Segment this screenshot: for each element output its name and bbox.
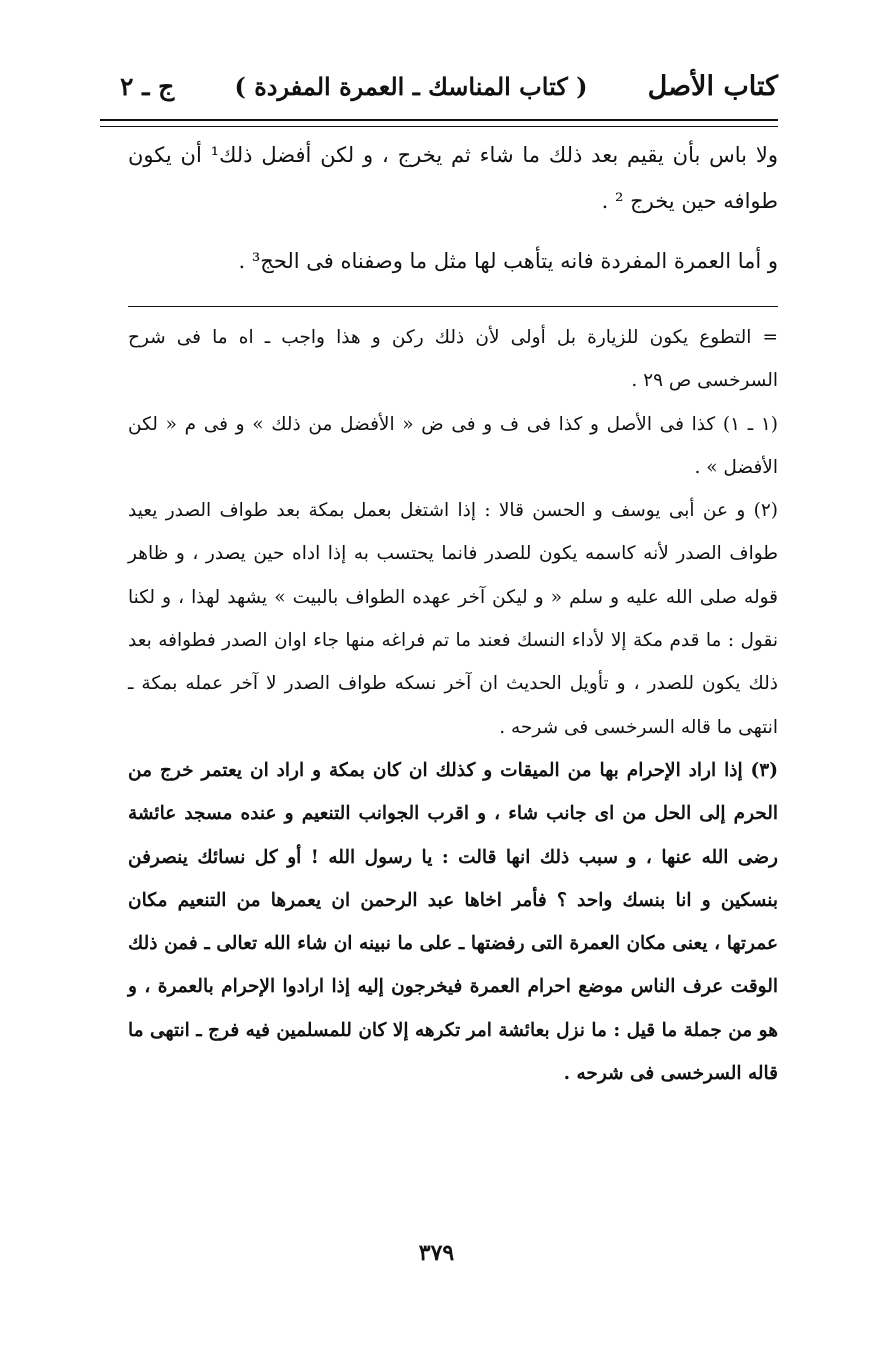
page-number: ٣٧٩ bbox=[418, 1240, 455, 1266]
main-paragraph-2: و أما العمرة المفردة فانه يتأهب لها مثل ما وصفناه فى الحج³ . bbox=[238, 249, 778, 273]
footnote-separator bbox=[128, 306, 778, 307]
running-header bbox=[120, 62, 778, 110]
footnotes bbox=[128, 316, 778, 1095]
footnote-1: (١ ـ ١) كذا فى الأصل و كذا فى ف و فى ض « الأفضل من ذلك » و فى م « لكن الأفضل » . bbox=[128, 413, 778, 478]
footnote-continuation: = التطوع يكون للزيارة بل أولى لأن ذلك ركن و هذا واجب ـ اه ما فى شرح السرخسى ص ٢٩ . bbox=[128, 327, 778, 392]
main-text bbox=[128, 132, 778, 284]
main-paragraph-1: ولا باس بأن يقيم بعد ذلك ما شاء ثم يخرج ، و لكن أفضل ذلك¹ أن يكون طوافه حين يخرج ² . bbox=[128, 143, 778, 213]
footnote-3: (٣) إذا اراد الإحرام بها من الميقات و كذلك ان كان بمكة و اراد ان يعتمر خرج من الحرم إلى الحل من اى جانب شاء ، و اقرب الجوانب التنعيم و عنده مسجد عائشة رضى الله عنها ، و سبب ذلك انها قالت : يا رسول الله ! أو كل نسائك ينصرفن بنسكين و انا بنسك واحد ؟ فأمر اخاها عبد الرحمن ان يعمرها من التنعيم مكان عمرتها ، يعنى مكان العمرة التى رفضتها ـ على ما نبينه ان شاء الله تعالى ـ فمن ذلك الوقت عرف الناس موضع احرام العمرة فيخرجون إليه إذا ارادوا الإحرام بالعمرة ، و هو من جملة ما قيل : ما نزل بعائشة امر تكرهه إلا كان للمسلمين فيه فرج ـ انتهى ما قاله السرخسى فى شرحه . bbox=[128, 759, 778, 1085]
header-rule bbox=[100, 119, 778, 127]
header-volume: ج ـ ٢ bbox=[120, 71, 175, 101]
header-section-title: ( كتاب المناسك ـ العمرة المفردة ) bbox=[234, 71, 588, 101]
footnote-2: (٢) و عن أبى يوسف و الحسن قالا : إذا اشتغل بعمل بمكة بعد طواف الصدر يعيد طواف الصدر لأنه كاسمه يكون للصدر فانما يحتسب به إذا اداه حين يصدر ، و ظاهر قوله صلى الله عليه و سلم « و ليكن آخر عهده الطواف بالبيت » يشهد لهذا ، و لكنا نقول : ما قدم مكة إلا لأداء النسك فعند ما تم فراغه منها جاء اوان الصدر فطوافه بعد ذلك يكون للصدر ، و تأويل الحديث ان آخر نسكه طواف الصدر لا آخر عمله بمكة ـ انتهى ما قاله السرخسى فى شرحه . bbox=[128, 500, 778, 738]
header-book-title: كتاب الأصل bbox=[647, 70, 778, 102]
